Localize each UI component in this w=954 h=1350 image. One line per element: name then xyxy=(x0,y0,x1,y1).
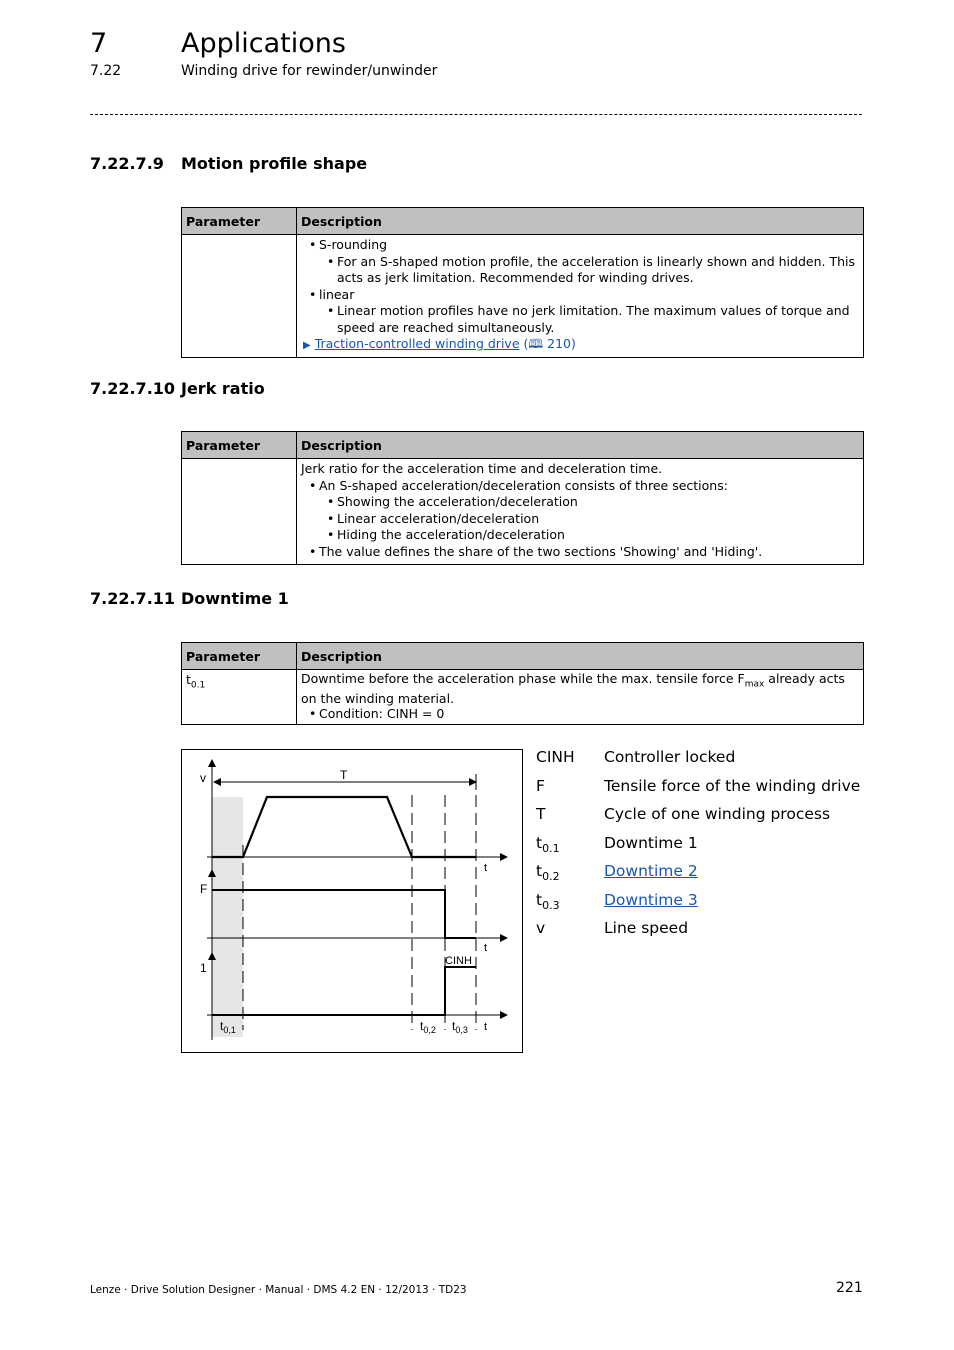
list-item: • Showing the acceleration/deceleration xyxy=(319,494,859,511)
chapter-title: Applications xyxy=(181,28,346,59)
column-header-description: Description xyxy=(297,208,864,235)
list-item: • linear • Linear motion profiles have no jerk limitation. The maximum values of torque and speed are reached simultaneously. xyxy=(301,287,859,337)
list-item: • Condition: CINH = 0 xyxy=(301,706,859,723)
column-header-parameter: Parameter xyxy=(182,208,297,235)
legend-row: CINH Controller locked xyxy=(536,748,736,766)
arrow-right-icon: ▶ xyxy=(303,340,311,351)
label-t: t xyxy=(484,862,488,874)
description-cell xyxy=(297,235,864,358)
section-number: 7.22 xyxy=(90,63,122,79)
legend-row: F Tensile force of the winding drive xyxy=(536,776,861,795)
list-item: • S-rounding • For an S-shaped motion profile, the acceleration is linearly shown and hidden. This acts as jerk limitation. Recommended for winding drives. xyxy=(301,237,859,287)
label-T: T xyxy=(340,768,348,782)
footer-text: Lenze · Drive Solution Designer · Manual · DMS 4.2 EN · 12/2013 · TD23 xyxy=(90,1284,467,1296)
page-reference[interactable]: (🕮 210) xyxy=(523,336,576,351)
column-header-parameter: Parameter xyxy=(182,432,297,459)
label-v: v xyxy=(200,771,206,785)
speed-profile xyxy=(212,797,476,857)
label-t02: $t_{0,2}$ xyxy=(420,1019,436,1035)
heading-title: Downtime 1 xyxy=(181,589,289,608)
parameter-cell xyxy=(182,459,297,565)
description-cell xyxy=(297,459,864,565)
parameter-table-motion-profile xyxy=(181,207,864,358)
book-icon: 🕮 xyxy=(528,336,544,351)
list-item: • Linear acceleration/deceleration xyxy=(319,511,859,528)
heading-title: Motion profile shape xyxy=(181,154,368,173)
column-header-description: Description xyxy=(297,643,864,670)
cross-reference xyxy=(301,336,859,355)
heading-title: Jerk ratio xyxy=(181,379,265,398)
parameter-cell xyxy=(182,235,297,358)
label-t: t xyxy=(484,1021,488,1033)
column-header-description: Description xyxy=(297,432,864,459)
parameter-table-jerk-ratio xyxy=(181,431,864,565)
legend-row: T Cycle of one winding process xyxy=(536,805,831,823)
label-t01: $t_{0,1}$ xyxy=(220,1019,236,1035)
downtime-2-link[interactable]: Downtime 2 xyxy=(604,862,698,880)
legend-row: $t_{0.2}$ Downtime 2 xyxy=(536,862,698,884)
downtime-1-shading xyxy=(212,797,243,1037)
heading-number: 7.22.7.11 xyxy=(90,589,176,608)
legend-row: $t_{0.3}$ Downtime 3 xyxy=(536,890,698,912)
list-item: • An S-shaped acceleration/deceleration consists of three sections: • Showing the acceleration/deceleration • Linear acceleration/deceleration • Hiding the acceleration/deceleration xyxy=(301,478,859,544)
timing-diagram-svg xyxy=(182,750,522,1052)
column-header-parameter: Parameter xyxy=(182,643,297,670)
parameter-cell: $t_{0.1}$ xyxy=(182,670,297,725)
legend-row: v Line speed xyxy=(536,919,689,937)
header-divider xyxy=(90,114,862,115)
list-item: • Linear motion profiles have no jerk limitation. The maximum values of torque and speed are reached simultaneously. xyxy=(319,303,859,336)
label-t: t xyxy=(484,942,488,954)
description-text: Downtime before the acceleration phase while the max. tensile force $F_{max}$ already acts on the winding material. xyxy=(301,671,845,706)
heading-number: 7.22.7.10 xyxy=(90,379,176,398)
force-profile xyxy=(212,890,476,938)
chapter-number: 7 xyxy=(90,28,108,59)
label-F: F xyxy=(200,882,208,896)
label-t03: $t_{0,3}$ xyxy=(452,1019,468,1035)
page-number: 221 xyxy=(836,1280,863,1296)
parameter-table-downtime-1 xyxy=(181,642,864,725)
timing-diagram xyxy=(181,749,523,1053)
cinh-profile xyxy=(212,967,476,1015)
list-item: • For an S-shaped motion profile, the acceleration is linearly shown and hidden. This acts as jerk limitation. Recommended for winding drives. xyxy=(319,254,859,287)
label-cinh: CINH xyxy=(445,955,472,967)
figure-legend xyxy=(536,748,860,948)
label-1: 1 xyxy=(200,961,207,975)
list-item: • Hiding the acceleration/deceleration xyxy=(319,527,859,544)
traction-controlled-link[interactable]: Traction-controlled winding drive xyxy=(314,336,520,351)
list-item: • The value defines the share of the two sections 'Showing' and 'Hiding'. xyxy=(301,544,859,561)
description-intro: Jerk ratio for the acceleration time and deceleration time. xyxy=(301,461,663,476)
description-cell xyxy=(297,670,864,725)
heading-number: 7.22.7.9 xyxy=(90,154,164,173)
legend-row: $t_{0.1}$ Downtime 1 xyxy=(536,833,698,855)
section-title: Winding drive for rewinder/unwinder xyxy=(181,63,438,79)
downtime-3-link[interactable]: Downtime 3 xyxy=(604,890,698,909)
